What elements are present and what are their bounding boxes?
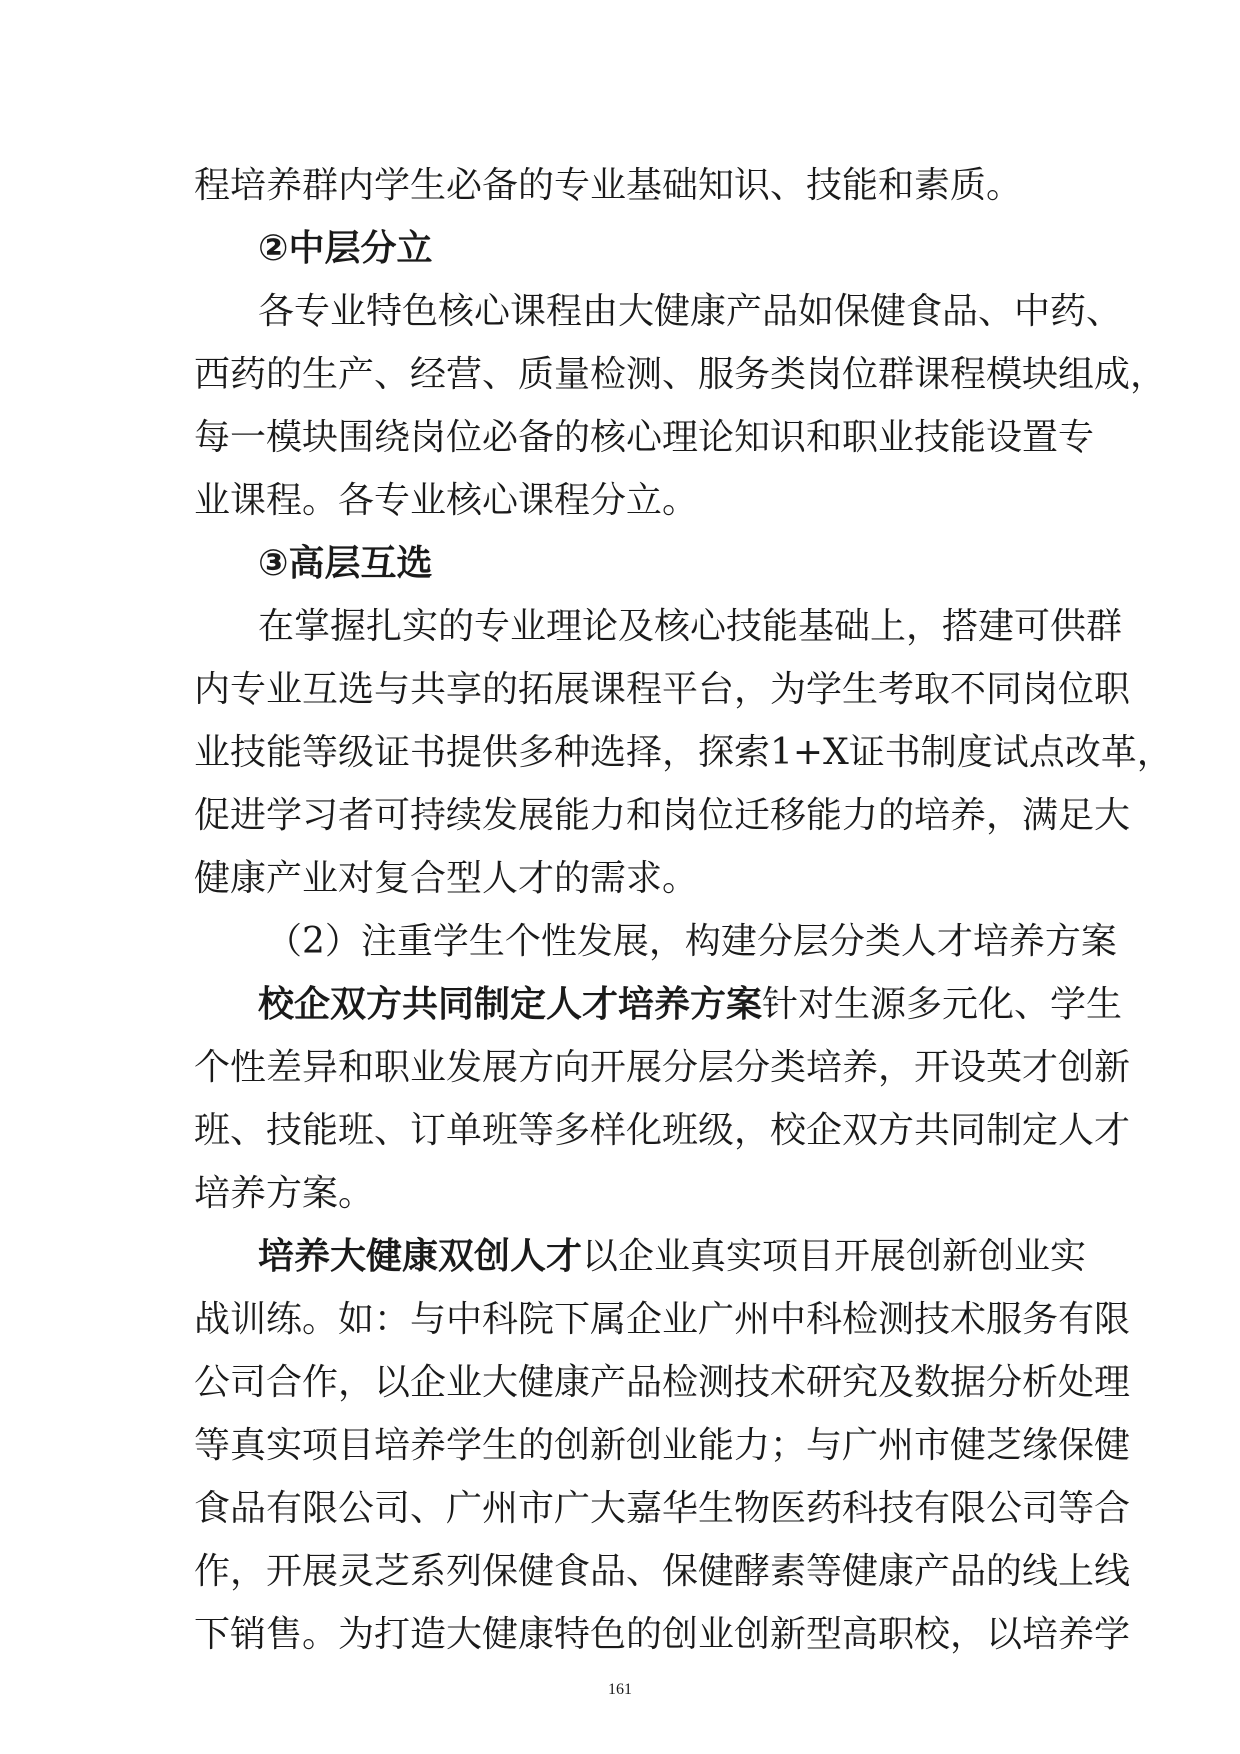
text-line: 促进学习者可持续发展能力和岗位迁移能力的培养，满足大 bbox=[194, 795, 1131, 836]
text-line: 公司合作，以企业大健康产品检测技术研究及数据分析处理 bbox=[194, 1362, 1131, 1403]
text-line: 下销售。为打造大健康特色的创业创新型高职校，以培养学 bbox=[194, 1614, 1131, 1655]
text-line: 作，开展灵芝系列保健食品、保健酵素等健康产品的线上线 bbox=[194, 1551, 1131, 1592]
text-line: 培养方案。 bbox=[194, 1173, 375, 1214]
lead-rest-text: 以企业真实项目开展创新创业实 bbox=[582, 1236, 1087, 1277]
text-line: 西药的生产、经营、质量检测、服务类岗位群课程模块组成， bbox=[194, 354, 1167, 395]
page-number: 161 bbox=[608, 1681, 632, 1698]
text-line: 个性差异和职业发展方向开展分层分类培养，开设英才创新 bbox=[194, 1047, 1131, 1088]
section-heading-high: ③高层互选 bbox=[258, 543, 433, 584]
text-line: 在掌握扎实的专业理论及核心技能基础上，搭建可供群 bbox=[258, 606, 1123, 647]
text-line: 每一模块围绕岗位必备的核心理论知识和职业技能设置专 bbox=[194, 417, 1095, 458]
text-line: 内专业互选与共享的拓展课程平台，为学生考取不同岗位职 bbox=[194, 669, 1131, 710]
text-line: 等真实项目培养学生的创新创业能力；与广州市健芝缘保健 bbox=[194, 1425, 1131, 1466]
paragraph-lead-line bbox=[258, 983, 1123, 1027]
text-line: 健康产业对复合型人才的需求。 bbox=[194, 858, 699, 899]
text-line: 各专业特色核心课程由大健康产品如保健食品、中药、 bbox=[258, 291, 1123, 332]
section-heading-middle: ②中层分立 bbox=[258, 228, 433, 269]
bold-lead-text: 校企双方共同制定人才培养方案 bbox=[258, 984, 763, 1025]
text-line: 战训练。如：与中科院下属企业广州中科检测技术服务有限 bbox=[194, 1299, 1131, 1340]
text-line: 班、技能班、订单班等多样化班级，校企双方共同制定人才 bbox=[194, 1110, 1131, 1151]
bold-lead-text: 培养大健康双创人才 bbox=[258, 1236, 583, 1277]
text-line: 业课程。各专业核心课程分立。 bbox=[194, 480, 699, 521]
subsection-heading: （2）注重学生个性发展，构建分层分类人才培养方案 bbox=[266, 921, 1117, 962]
text-line: 食品有限公司、广州市广大嘉华生物医药科技有限公司等合 bbox=[194, 1488, 1131, 1529]
text-line: 业技能等级证书提供多种选择，探索1+X证书制度试点改革， bbox=[194, 732, 1173, 773]
lead-rest-text: 针对生源多元化、学生 bbox=[762, 984, 1123, 1025]
paragraph-lead-line bbox=[258, 1235, 1087, 1279]
text-line: 程培养群内学生必备的专业基础知识、技能和素质。 bbox=[194, 165, 1023, 206]
